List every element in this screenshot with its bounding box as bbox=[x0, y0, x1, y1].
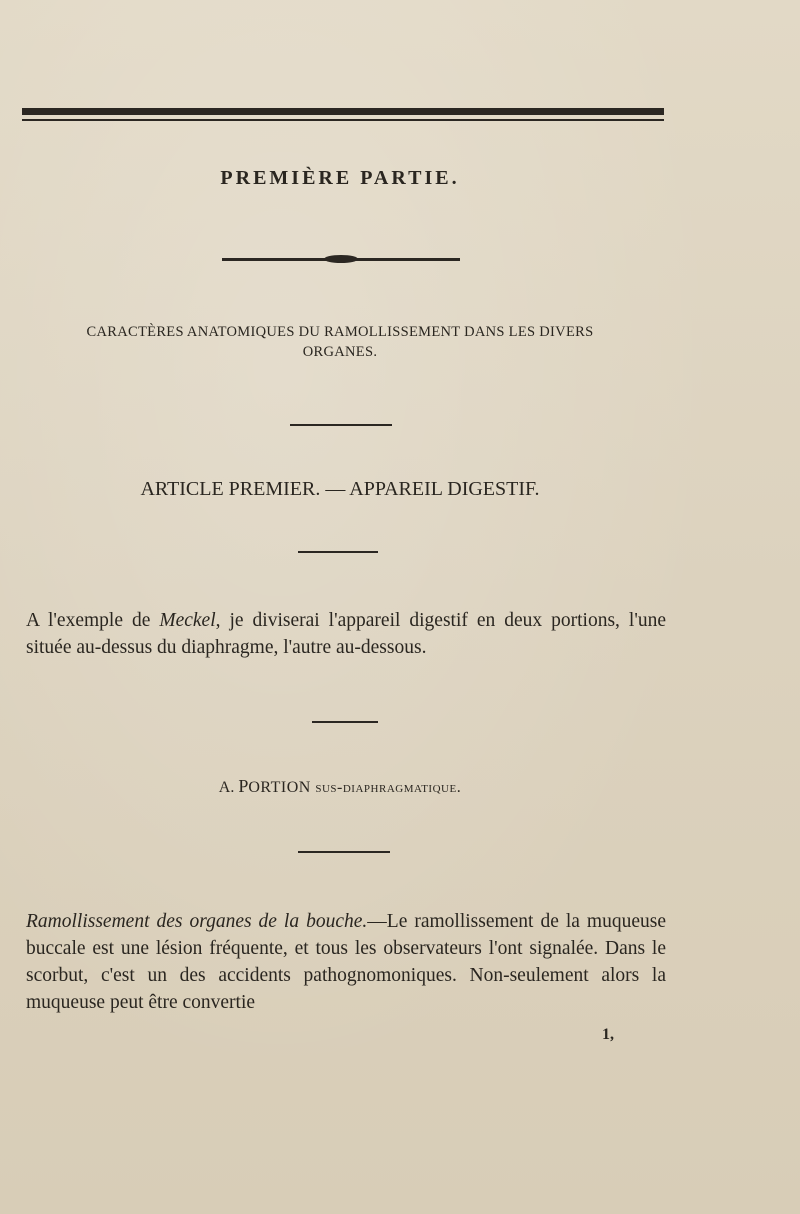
section-heading bbox=[40, 322, 640, 362]
paragraph-intro: A l'exemple de Meckel, je diviserai l'appareil digestif en deux portions, l'une située au-dessus du diaphragme, l'autre au-dessous. bbox=[26, 610, 666, 658]
section-heading-line1: CARACTÈRES ANATOMIQUES DU RAMOLLISSEMENT DANS LES DIVERS bbox=[86, 324, 594, 340]
portion-heading: A. PORTION sus-diaphragmatique. bbox=[218, 776, 462, 796]
short-divider bbox=[298, 551, 378, 553]
article-heading: ARTICLE PREMIER. — APPAREIL DIGESTIF. bbox=[140, 478, 540, 500]
short-divider bbox=[290, 424, 392, 426]
paragraph-body: Ramollissement des organes de la bouche.—Le ramollissement de la muqueuse buccale est une lésion fréquente, et tous les observateurs l'ont signalée. Dans le scorbut, c'est un des accidents pathognomoniques. Non-seulement alors la muqueuse peut être convertie bbox=[26, 911, 666, 1013]
paragraph-lead: Ramollissement des organes de la bouche. bbox=[26, 911, 368, 932]
header-rule-thin bbox=[22, 119, 664, 121]
author-name: Meckel bbox=[159, 610, 216, 631]
header-rule-thick bbox=[22, 108, 664, 115]
signature-mark: 1, bbox=[602, 1026, 614, 1043]
section-heading-line2: ORGANES. bbox=[302, 344, 378, 360]
part-title: PREMIÈRE PARTIE. bbox=[220, 167, 460, 189]
ornamental-divider bbox=[222, 258, 460, 261]
short-divider bbox=[298, 851, 390, 853]
short-divider bbox=[312, 721, 378, 723]
